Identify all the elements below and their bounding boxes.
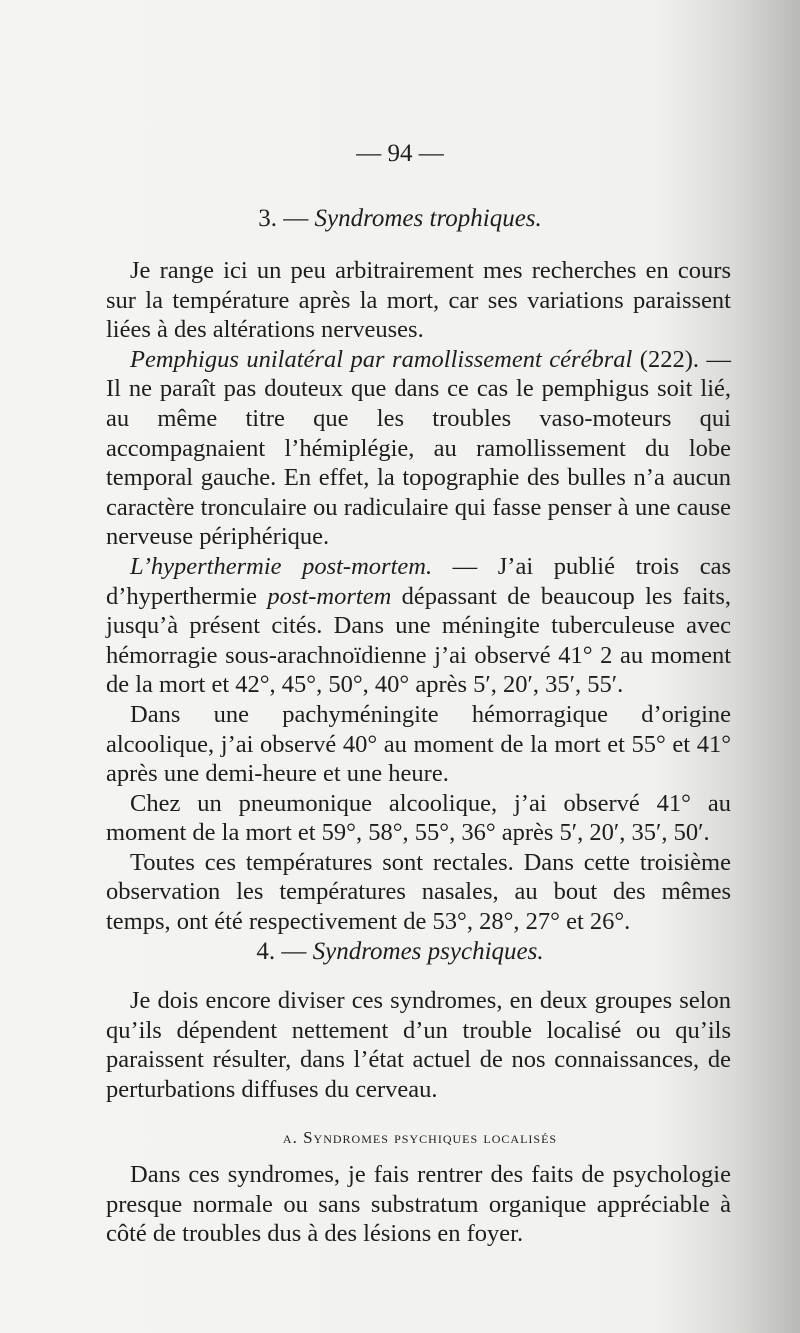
pemphigus-heading: Pemphigus unilatéral par ramollissement cérébral <box>130 345 633 373</box>
section-3-heading <box>0 205 800 233</box>
hyperthermie-heading: L’hyperthermie post-mortem. <box>130 552 433 580</box>
post-mortem-term: post-mortem <box>267 582 392 610</box>
page-number: — 94 — <box>356 140 444 167</box>
section-4-title: Syndromes psychiques. <box>312 938 544 965</box>
section-3-number: 3. — <box>258 205 315 232</box>
section-4-number: 4. — <box>256 938 313 965</box>
pemphigus-text: (222). — Il ne paraît pas douteux que dans ce cas le pemphigus soit lié, au même titre que les troubles vaso-moteurs qui accompagnaient l’hémiplégie, au ramollissement du lobe temporal gauche. En effet, la topographie des bulles n’a aucun caractère tronculaire ou radiculaire qui fasse penser à une cause nerveuse périphérique. <box>106 345 731 551</box>
paragraph-diviser: Je dois encore diviser ces syndromes, en deux groupes selon qu’ils dépendent nettement d’un trouble localisé ou qu’ils paraissent résulter, dans l’état actuel de nos connaissances, de perturbations diffuses du cerveau. <box>106 987 731 1103</box>
section-3-title: Syndromes trophiques. <box>314 205 542 232</box>
paragraph-hyperthermie <box>106 552 731 700</box>
paragraph-rectales: Toutes ces températures sont rectales. Dans cette troisième observation les températures nasales, au bout des mêmes temps, ont été respectivement de 53°, 28°, 27° et 26°. <box>106 848 731 936</box>
paragraph-pneumonique: Chez un pneumonique alcoolique, j’ai observé 41° au moment de la mort et 59°, 58°, 55°, 36° après 5′, 20′, 35′, 50′. <box>106 789 731 847</box>
paragraph-pemphigus <box>106 345 731 552</box>
section-4-body <box>106 986 731 1104</box>
hyperthermie-text-a: — J’ai publié trois cas d’hyperthermie <box>106 552 731 610</box>
subsection-alpha-body <box>106 1160 731 1249</box>
section-3-body <box>106 256 731 937</box>
hyperthermie-text-b: dépassant de beaucoup les faits, jusqu’à présent cités. Dans une méningite tuberculeuse avec hémorragie sous-arachnoïdienne j’ai observé 41° 2 au moment de la mort et 42°, 45°, 50°, 40° après 5′, 20′, 35′, 55′. <box>106 582 731 699</box>
section-4-heading <box>0 938 800 966</box>
paragraph-temperature-intro: Je range ici un peu arbitrairement mes recherches en cours sur la température après la mort, car ses variations paraissent liées à des altérations nerveuses. <box>106 257 731 344</box>
paragraph-pachymeningite: Dans une pachyméningite hémorragique d’origine alcoolique, j’ai observé 40° au moment de la mort et 55° et 41° après une demi-heure et une heure. <box>106 700 731 788</box>
subsection-alpha-heading: α. Syndromes psychiques localisés <box>282 1128 558 1147</box>
paragraph-dans-ces-syndromes: Dans ces syndromes, je fais rentrer des faits de psychologie presque normale ou sans substratum organique appréciable à côté de troubles dus à des lésions en foyer. <box>106 1161 731 1248</box>
